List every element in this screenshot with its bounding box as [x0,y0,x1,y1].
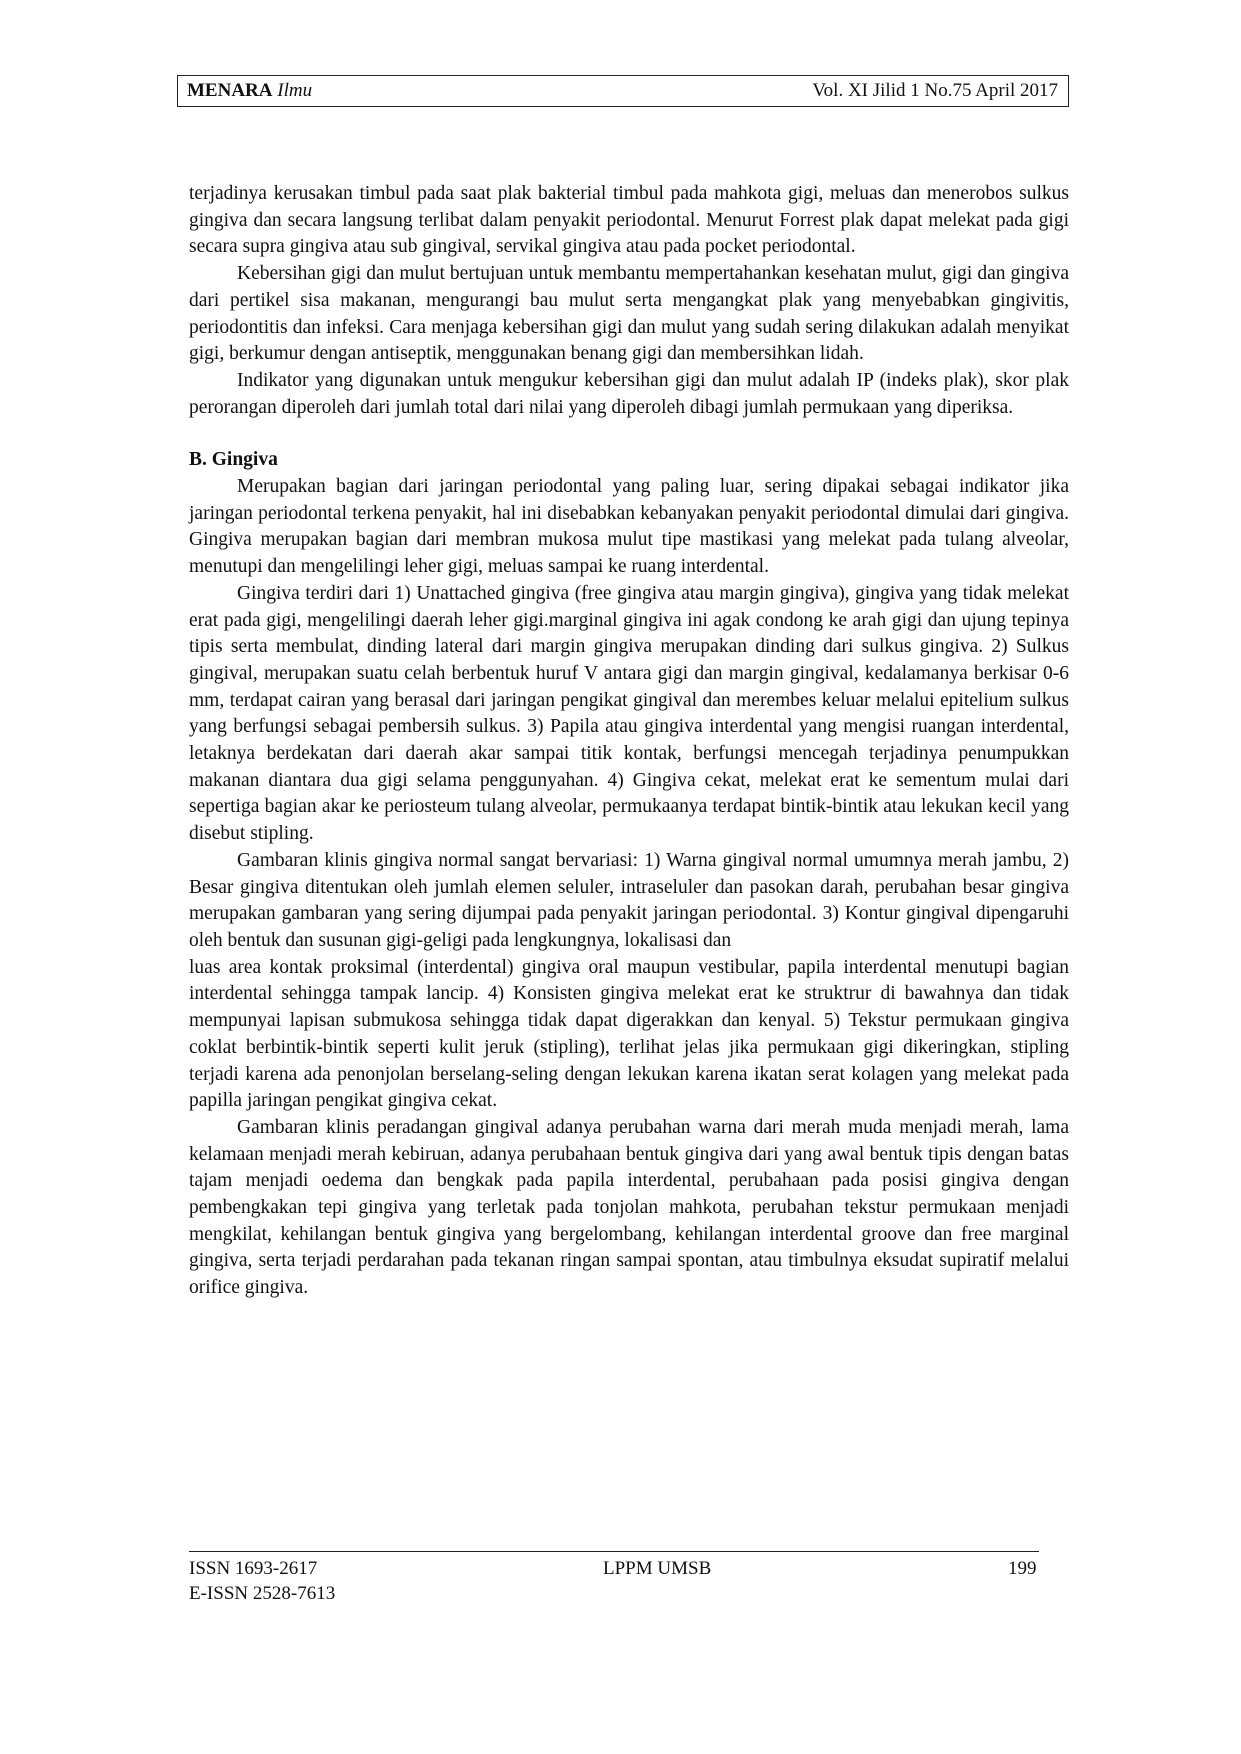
article-body [189,181,1069,1302]
issue-info: Vol. XI Jilid 1 No.75 April 2017 [812,80,1058,101]
paragraph-3: Indikator yang digunakan untuk mengukur kebersihan gigi dan mulut adalah IP (indeks plak), skor plak perorangan diperoleh dari jumlah total dari nilai yang diperoleh dibagi jumlah permukaan yang diperiksa. [189,369,1069,418]
footer-publisher: LPPM UMSB [603,1558,712,1579]
journal-title-bold: MENARA [187,80,273,101]
footer-divider [189,1551,1039,1552]
footer-issn-block [189,1556,335,1606]
e-issn: E-ISSN 2528-7613 [189,1583,336,1604]
paragraph-2: Kebersihan gigi dan mulut bertujuan untuk membantu mempertahankan kesehatan mulut, gigi dan gingiva dari pertikel sisa makanan, mengurangi bau mulut serta mengangkat plak yang menyebabkan gingivitis, periodontitis dan infeksi. Cara menjaga kebersihan gigi dan mulut yang sudah sering dilakukan adalah menyikat gigi, berkumur dengan antiseptik, menggunakan benang gigi dan membersihkan lidah. [189,263,1069,365]
journal-title [187,80,312,102]
journal-header [177,75,1069,107]
paragraph-6: Gambaran klinis gingiva normal sangat bervariasi: 1) Warna gingival normal umumnya merah jambu, 2) Besar gingiva ditentukan oleh jumlah elemen seluler, intraseluler dan pasokan darah, perubahan besar gingiva merupakan gambaran yang sering dijumpai pada penyakit jaringan periodontal. 3) Kontur gingival dipengaruhi oleh bentuk dan susunan gigi-geligi pada lengkungnya, lokalisasi dan [189,849,1069,951]
issn: ISSN 1693-2617 [189,1558,318,1579]
section-heading: B. Gingiva [189,449,278,471]
paragraph-5: Gingiva terdiri dari 1) Unattached gingiva (free gingiva atau margin gingiva), gingiva yang tidak melekat erat pada gigi, mengelilingi daerah leher gigi.marginal gingiva ini agak condong ke arah gigi dan ujung tepinya tipis serta membulat, dinding lateral dari margin gingiva merupakan dinding dari sulkus gingiva. 2) Sulkus gingival, merupakan suatu celah berbentuk huruf V antara gigi dan margin gingival, kedalamanya berkisar 0-6 mm, terdapat cairan yang berasal dari jaringan pengikat gingival dan merembes keluar melalui epitelium sulkus yang berfungsi sebagai pembersih sulkus. 3) Papila atau gingiva interdental yang mengisi ruangan interdental, letaknya berdekatan dari daerah akar sampai titik kontak, berfungsi mencegah terjadinya penumpukkan makanan diantara dua gigi selama penggunyahan. 4) Gingiva cekat, melekat erat ke sementum mulai dari sepertiga bagian akar ke periosteum tulang alveolar, permukaanya terdapat bintik-bintik atau lekukan kecil yang disebut stipling. [189,582,1069,845]
page-number: 199 [1008,1558,1037,1579]
paragraph-4: Merupakan bagian dari jaringan periodontal yang paling luar, sering dipakai sebagai indikator jika jaringan periodontal terkena penyakit, hal ini disebabkan kebanyakan penyakit periodontal dimulai dari gingiva. Gingiva merupakan bagian dari membran mukosa mulut tipe mastikasi yang melekat pada tulang alveolar, menutupi dan mengelilingi leher gigi, meluas sampai ke ruang interdental. [189,476,1069,578]
paragraph-8: Gambaran klinis peradangan gingival adanya perubahan warna dari merah muda menjadi merah, lama kelamaan menjadi merah kebiruan, adanya perubahaan bentuk gingiva dari yang awal bentuk tipis dengan batas tajam menjadi oedema dan bengkak pada papila interdental, perubahaan pada posisi gingiva dengan pembengkakan tepi gingiva yang terletak pada tonjolan mahkota, perubahan tekstur permukaan menjadi mengkilat, kehilangan bentuk gingiva yang bergelombang, kehilangan interdental groove dan free marginal gingiva, serta terjadi perdarahan pada tekanan ringan sampai spontan, atau timbulnya eksudat supiratif melalui orifice gingiva. [189,1116,1069,1299]
paragraph-1: terjadinya kerusakan timbul pada saat plak bakterial timbul pada mahkota gigi, meluas dan menerobos sulkus gingiva dan secara langsung terlibat dalam penyakit periodontal. Menurut Forrest plak dapat melekat pada gigi secara supra gingiva atau sub gingival, servikal gingiva atau pada pocket periodontal. [189,183,1069,258]
paragraph-7: luas area kontak proksimal (interdental) gingiva oral maupun vestibular, papila interdental menutupi bagian interdental sehingga tampak lancip. 4) Konsisten gingiva melekat erat ke struktrur di bawahnya dan tidak mempunyai lapisan submukosa sehingga tidak dapat digerakkan dan kenyal. 5) Tekstur permukaan gingiva coklat berbintik-bintik seperti kulit jeruk (stipling), terlihat jelas jika permukaan gigi dikeringkan, stipling terjadi karena ada penonjolan berselang-seling dengan lekukan karena ikatan serat kolagen yang melekat pada papilla jaringan pengikat gingiva cekat. [189,956,1069,1112]
journal-title-italic: Ilmu [277,80,313,101]
